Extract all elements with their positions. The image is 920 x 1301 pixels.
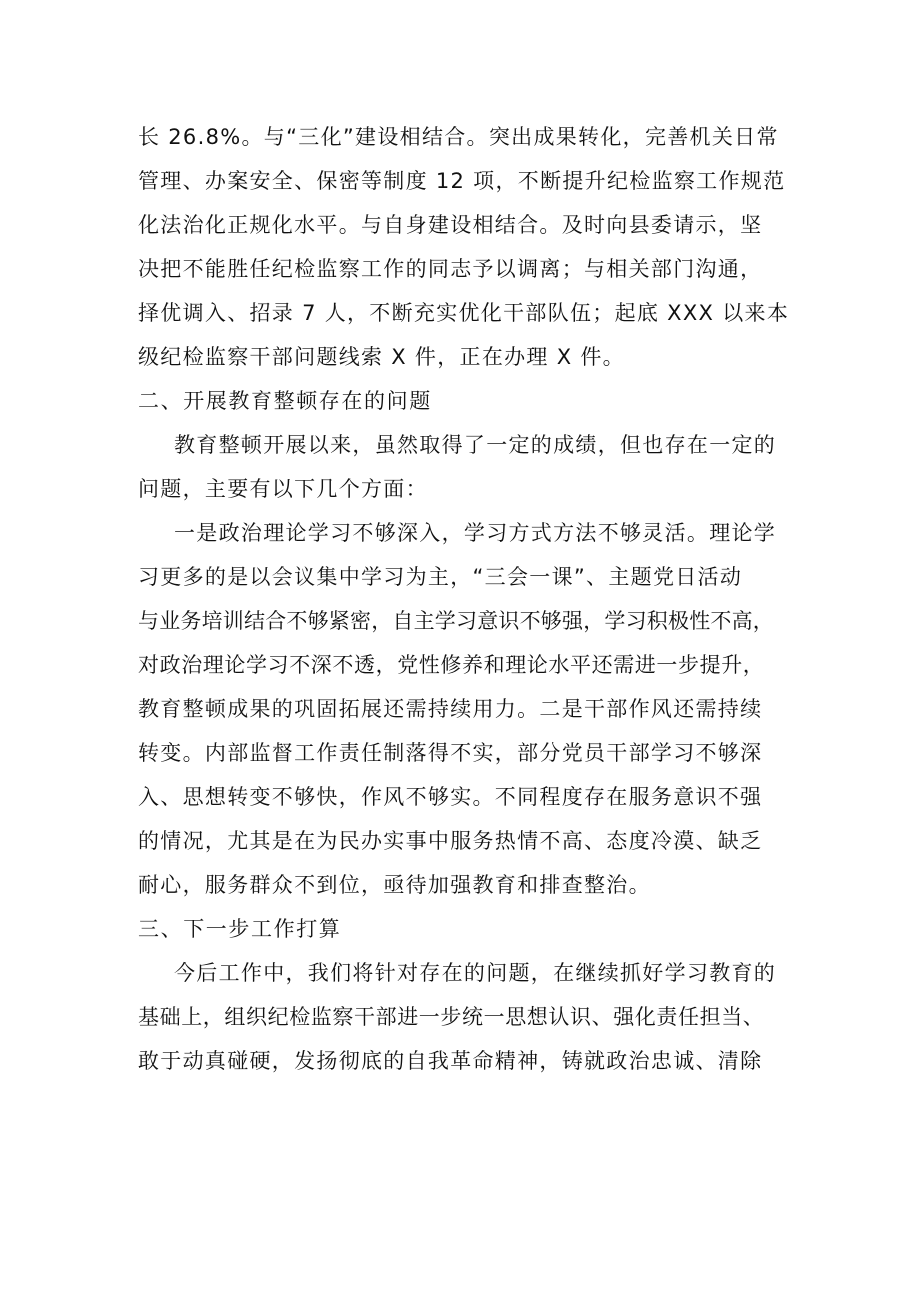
body-text-line: 决把不能胜任纪检监察工作的同志予以调离；与相关部门沟通， <box>138 257 763 281</box>
paragraph-first-line: 今后工作中，我们将针对存在的问题，在继续抓好学习教育的 <box>174 961 777 985</box>
body-text-line: 敢于动真碰硬，发扬彻底的自我革命精神，铸就政治忠诚、清除 <box>138 1049 763 1073</box>
body-text-line: 入、思想转变不够快，作风不够实。不同程度存在服务意识不强 <box>138 785 763 809</box>
body-text-line: 教育整顿成果的巩固拓展还需持续用力。二是干部作风还需持续 <box>138 697 763 721</box>
body-text-line: 级纪检监察干部问题线索 X 件，正在办理 X 件。 <box>138 345 625 369</box>
body-text-line: 对政治理论学习不深不透，党性修养和理论水平还需进一步提升， <box>138 653 765 677</box>
body-text-line: 管理、办案安全、保密等制度 12 项，不断提升纪检监察工作规范 <box>138 169 786 193</box>
body-text-line: 习更多的是以会议集中学习为主，“三会一课”、主题党日活动 <box>138 565 743 589</box>
section-heading-problems: 二、开展教育整顿存在的问题 <box>138 389 432 413</box>
paragraph-first-line: 一是政治理论学习不够深入，学习方式方法不够灵活。理论学 <box>174 521 777 545</box>
body-text-line: 择优调入、招录 7 人，不断充实优化干部队伍；起底 XXX 以来本 <box>138 301 790 325</box>
section-heading-next-steps: 三、下一步工作打算 <box>138 917 342 941</box>
body-text-line: 耐心，服务群众不到位，亟待加强教育和排查整治。 <box>138 873 651 897</box>
body-text-line: 基础上，组织纪检监察干部进一步统一思想认识、强化责任担当、 <box>138 1005 765 1029</box>
body-text-line: 的情况，尤其是在为民办实事中服务热情不高、态度冷漠、缺乏 <box>138 829 763 853</box>
paragraph-first-line: 教育整顿开展以来，虽然取得了一定的成绩，但也存在一定的 <box>174 433 777 457</box>
body-text-line: 化法治化正规化水平。与自身建设相结合。及时向县委请示，坚 <box>138 213 763 237</box>
body-text-line: 长 26.8%。与“三化”建设相结合。突出成果转化，完善机关日常 <box>138 125 779 149</box>
body-text-line: 与业务培训结合不够紧密，自主学习意识不够强，学习积极性不高， <box>138 609 774 633</box>
body-text-line: 问题，主要有以下几个方面： <box>138 477 428 501</box>
body-text-line: 转变。内部监督工作责任制落得不实，部分党员干部学习不够深 <box>138 741 763 765</box>
